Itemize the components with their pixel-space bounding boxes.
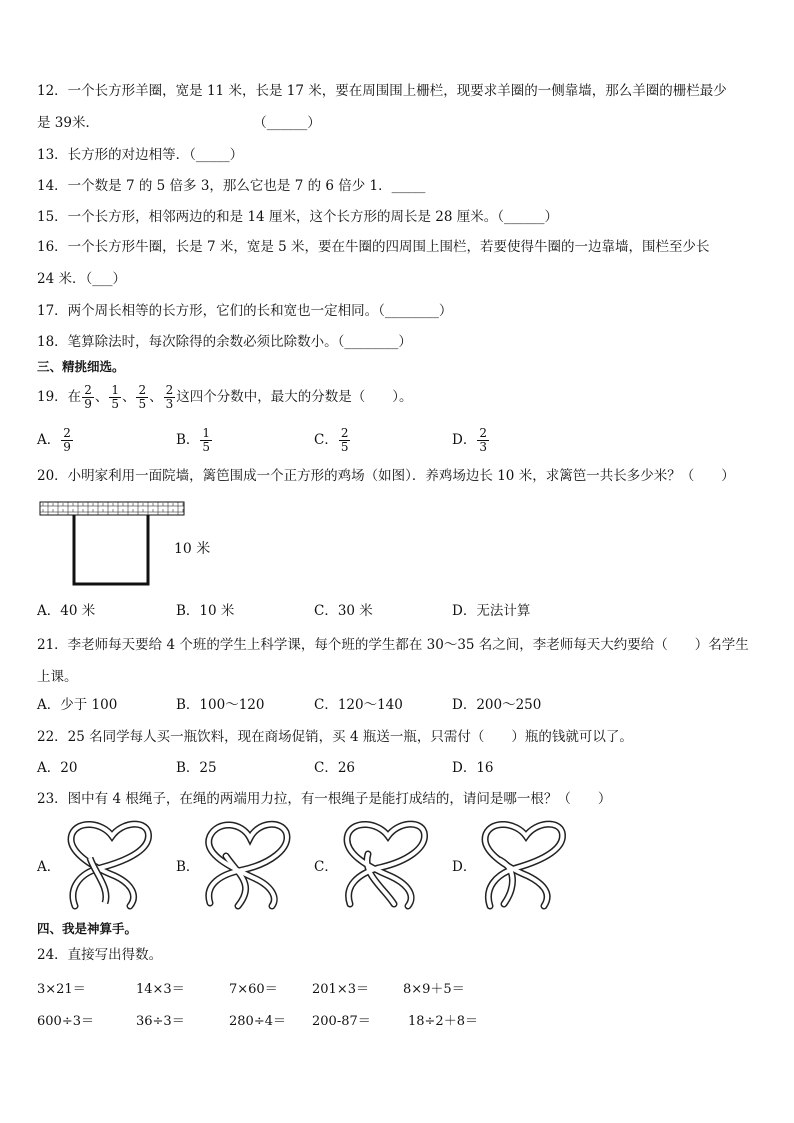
- q22-option-d[interactable]: D．16: [452, 760, 494, 776]
- calc-item: 201×3＝: [312, 982, 369, 997]
- q19-option-c[interactable]: C． $\frac{2}{5}$: [314, 426, 349, 454]
- q16-line2: 24 米．（___）: [37, 271, 126, 287]
- q16-line1: 16．一个长方形牛圈，长是 7 米，宽是 5 米，要在牛圈的四周围上围栏，若要使得牛圈的一边靠墙，围栏至少长: [37, 239, 710, 255]
- q19-option-b[interactable]: B． $\frac{1}{5}$: [176, 426, 211, 454]
- q22-stem: 22．25 名同学每人买一瓶饮料，现在商场促销，买 4 瓶送一瓶，只需付（ ）瓶的钱就可以了。: [37, 729, 633, 745]
- q21-option-a[interactable]: A．少于 100: [37, 697, 118, 713]
- q21-option-c[interactable]: C．120～140: [314, 697, 403, 713]
- q20-option-a[interactable]: A．40 米: [37, 603, 96, 619]
- rope-knot-c-icon: [336, 818, 436, 910]
- calc-item: 600÷3＝: [37, 1014, 94, 1029]
- q13: 13．长方形的对边相等．（_____）: [37, 147, 244, 163]
- q20-option-b[interactable]: B．10 米: [176, 603, 235, 619]
- q24-stem: 24．直接写出得数。: [37, 947, 163, 963]
- fraction: $\frac{2}{9}$: [84, 383, 92, 411]
- q19-option-d[interactable]: D． $\frac{2}{3}$: [452, 426, 487, 454]
- calc-item: 200-87＝: [312, 1014, 371, 1029]
- q19-suffix: 这四个分数中，最大的分数是（ ）。: [176, 389, 413, 405]
- q23-option-b[interactable]: B．: [176, 859, 200, 875]
- section4-title: 四、我是神算手。: [37, 921, 138, 936]
- q21-option-d[interactable]: D．200～250: [452, 697, 542, 713]
- q19-stem: 19．在 $\frac{2}{9}$ 、 $\frac{1}{5}$ 、 $\frac{2}{5}$ 、 $\frac{2}{3}$ 这四个分数中，最大的分数是（ ）。: [37, 383, 413, 411]
- section3-title: 三、精挑细选。: [37, 359, 125, 374]
- fraction: $\frac{1}{5}$: [111, 383, 119, 411]
- q20-stem: 20．小明家利用一面院墙，篱笆围成一个正方形的鸡场（如图）．养鸡场边长 10 米，求篱笆一共长多少米？（ ）: [37, 468, 735, 484]
- fence: [74, 515, 148, 584]
- calc-item: 36÷3＝: [136, 1014, 185, 1029]
- q22-option-b[interactable]: B．25: [176, 760, 217, 776]
- rope-knot-d-icon: [474, 818, 574, 910]
- q20-figure-label: 10 米: [174, 541, 211, 557]
- calc-item: 18÷2＋8＝: [408, 1014, 478, 1029]
- calc-item: 14×3＝: [136, 982, 185, 997]
- calc-item: 7×60＝: [229, 982, 278, 997]
- q12-line1: 12．一个长方形羊圈，宽是 11 米，长是 17 米，要在周围围上栅栏，现要求羊圈的一侧靠墙，那么羊圈的栅栏最少: [37, 83, 727, 99]
- fraction: $\frac{2}{3}$: [165, 383, 174, 411]
- q19-option-a[interactable]: A． $\frac{2}{9}$: [37, 426, 71, 454]
- q21-line1: 21．李老师每天要给 4 个班的学生上科学课，每个班的学生都在 30～35 名之间，李老师每天大约要给（ ）名学生: [37, 637, 749, 653]
- rope-knot-b-icon: [198, 818, 298, 910]
- q23-option-c[interactable]: C．: [314, 859, 338, 875]
- q18: 18．笔算除法时，每次除得的余数必须比除数小。（________）: [37, 334, 412, 350]
- q17: 17．两个周长相等的长方形，它们的长和宽也一定相同。（________）: [37, 303, 453, 319]
- q12-answer-blank[interactable]: （______）: [253, 115, 321, 131]
- chicken-pen-figure: [38, 500, 188, 592]
- wall: [40, 502, 184, 515]
- q12-line2: [37, 114, 321, 132]
- q12-line2-text: 是 39米．: [37, 115, 99, 131]
- q23-option-a[interactable]: A．: [37, 859, 61, 875]
- fraction: $\frac{2}{5}$: [138, 383, 147, 411]
- calc-item: 8×9＋5＝: [403, 982, 465, 997]
- calc-item: 280÷4＝: [229, 1014, 286, 1029]
- q14: 14．一个数是 7 的 5 倍多 3，那么它也是 7 的 6 倍少 1．_____: [37, 178, 426, 194]
- q23-stem: 23．图中有 4 根绳子，在绳的两端用力拉，有一根绳子是能打成结的，请问是哪一根？（ ）: [37, 791, 612, 807]
- rope-knot-a-icon: [60, 818, 160, 910]
- q22-option-c[interactable]: C．26: [314, 760, 356, 776]
- q19-prefix: 19．在: [37, 389, 82, 405]
- q15: 15．一个长方形，相邻两边的和是 14 厘米，这个长方形的周长是 28 厘米。（______）: [37, 209, 558, 225]
- q21-option-b[interactable]: B．100～120: [176, 697, 265, 713]
- q20-option-c[interactable]: C．30 米: [314, 603, 373, 619]
- q23-option-d[interactable]: D．: [452, 859, 477, 875]
- calc-item: 3×21＝: [37, 982, 86, 997]
- q20-option-d[interactable]: D．无法计算: [452, 603, 531, 619]
- q22-option-a[interactable]: A．20: [37, 760, 78, 776]
- q21-line2: 上课。: [37, 669, 78, 685]
